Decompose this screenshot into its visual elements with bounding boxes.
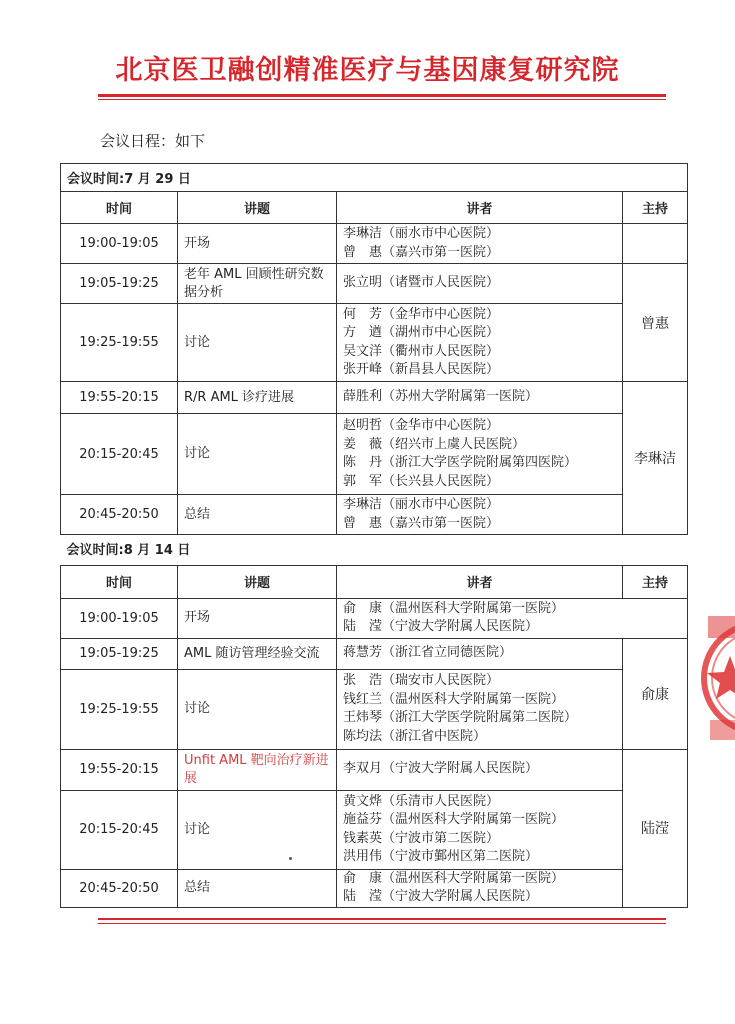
speaker-name: 施益芬（温州医科大学附属第一医院） [343,812,565,827]
table-row [61,790,688,869]
speaker-cell [337,638,623,669]
col-header-time: 时间 [61,565,178,598]
time-cell: 19:00-19:05 [61,224,178,264]
host-cell: 曾惠 [623,264,688,382]
speaker-cell [337,414,623,495]
speaker-cell [337,790,623,869]
topic-cell: 开场 [178,598,337,638]
speaker-cell [337,869,623,907]
time-cell: 19:55-20:15 [61,382,178,414]
speaker-name: 王炜琴（浙江大学医学院附属第二医院） [343,710,578,725]
time-cell: 20:45-20:50 [61,869,178,907]
speaker-cell [337,382,623,414]
col-header-host: 主持 [623,192,688,224]
agenda-label: 会议日程：如下 [100,132,206,150]
speaker-name: 李琳洁（丽水市中心医院） [343,497,500,512]
table-row [61,304,688,382]
topic-cell: 讨论 [178,669,337,749]
col-header-topic: 讲题 [178,192,337,224]
host-cell: 俞康 [623,638,688,749]
speaker-cell [337,264,623,304]
topic-cell: 讨论 [178,414,337,495]
speaker-cell [337,749,623,790]
time-cell: 19:55-20:15 [61,749,178,790]
table-row [61,414,688,495]
host-cell [623,224,688,264]
speaker-name: 蒋慧芳（浙江省立同德医院） [343,645,513,661]
speaker-name: 陈均法（浙江省中医院） [343,728,487,744]
table-row [61,669,688,749]
speaker-name: 陈 丹（浙江大学医学院附属第四医院） [343,455,578,470]
topic-cell: AML 随访管理经验交流 [178,638,337,669]
time-cell: 19:00-19:05 [61,598,178,638]
scan-speck [289,857,292,860]
header-rule-thick [98,94,666,97]
speaker-cell [337,224,623,264]
speaker-name: 李双月（宁波大学附属人民医院） [343,761,539,777]
speaker-name: 陆 滢（宁波大学附属人民医院） [343,619,539,634]
header-rule-thin [98,99,666,100]
topic-cell: Unfit AML 靶向治疗新进展 [178,749,337,790]
time-cell: 19:25-19:55 [61,304,178,382]
speaker-name: 曾 惠（嘉兴市第一医院） [343,515,500,531]
speaker-cell [337,669,623,749]
footer-rule-thick [98,918,666,920]
table-row [61,749,688,790]
topic-cell: 总结 [178,869,337,907]
schedule-table-2 [60,533,688,908]
table-row [61,495,688,535]
schedule-table-1 [60,163,688,535]
speaker-cell [337,598,623,638]
time-cell: 20:45-20:50 [61,495,178,535]
speaker-name: 方 遒（湖州市中心医院） [343,325,500,340]
speaker-name: 曾 惠（嘉兴市第一医院） [343,244,500,260]
host-cell [623,598,688,638]
speaker-name: 张 浩（瑞安市人民医院） [343,673,500,688]
topic-cell: 开场 [178,224,337,264]
table-row [61,224,688,264]
time-cell: 19:05-19:25 [61,638,178,669]
topic-cell: 总结 [178,495,337,535]
speaker-name: 陆 滢（宁波大学附属人民医院） [343,889,539,904]
speaker-cell [337,304,623,382]
speaker-name: 钱素英（宁波市第二医院） [343,830,500,846]
session-title: 会议时间:7 月 29 日 [61,164,688,192]
table-row [61,598,688,638]
col-header-speaker: 讲者 [337,192,623,224]
speaker-cell [337,495,623,535]
time-cell: 19:25-19:55 [61,669,178,749]
time-cell: 20:15-20:45 [61,790,178,869]
host-cell: 李琳洁 [623,382,688,535]
time-cell: 19:05-19:25 [61,264,178,304]
table-row [61,869,688,907]
topic-cell: 老年 AML 回顾性研究数据分析 [178,264,337,304]
speaker-name: 洪用伟（宁波市鄞州区第二医院） [343,849,539,864]
topic-cell: 讨论 [178,304,337,382]
speaker-name: 何 芳（金华市中心医院） [343,306,500,322]
speaker-name: 郭 军（长兴县人民医院） [343,473,500,489]
org-title: 北京医卫融创精准医疗与基因康复研究院 [115,55,620,86]
col-header-time: 时间 [61,192,178,224]
table-row [61,382,688,414]
col-header-topic: 讲题 [178,565,337,598]
speaker-name: 张开峰（新昌县人民医院） [343,362,500,377]
speaker-name: 钱红兰（温州医科大学附属第一医院） [343,691,565,707]
speaker-name: 俞 康（温州医科大学附属第一医院） [343,870,565,886]
topic-cell: R/R AML 诊疗进展 [178,382,337,414]
host-cell: 陆滢 [623,749,688,907]
speaker-name: 赵明哲（金华市中心医院） [343,418,500,433]
time-cell: 20:15-20:45 [61,414,178,495]
topic-cell: 讨论 [178,790,337,869]
table-row [61,264,688,304]
speaker-name: 姜 薇（绍兴市上虞人民医院） [343,436,526,452]
seal-stamp [700,598,735,758]
col-header-host: 主持 [623,565,688,598]
session-title: 会议时间:8 月 14 日 [61,533,688,565]
speaker-name: 黄文烨（乐清市人民医院） [343,793,500,809]
speaker-name: 俞 康（温州医科大学附属第一医院） [343,600,565,616]
speaker-name: 张立明（诸暨市人民医院） [343,275,500,291]
speaker-name: 李琳洁（丽水市中心医院） [343,226,500,241]
speaker-name: 薛胜利（苏州大学附属第一医院） [343,389,539,405]
speaker-name: 吴文洋（衢州市人民医院） [343,343,500,359]
table-row [61,638,688,669]
col-header-speaker: 讲者 [337,565,623,598]
footer-rule-thin [98,923,666,924]
